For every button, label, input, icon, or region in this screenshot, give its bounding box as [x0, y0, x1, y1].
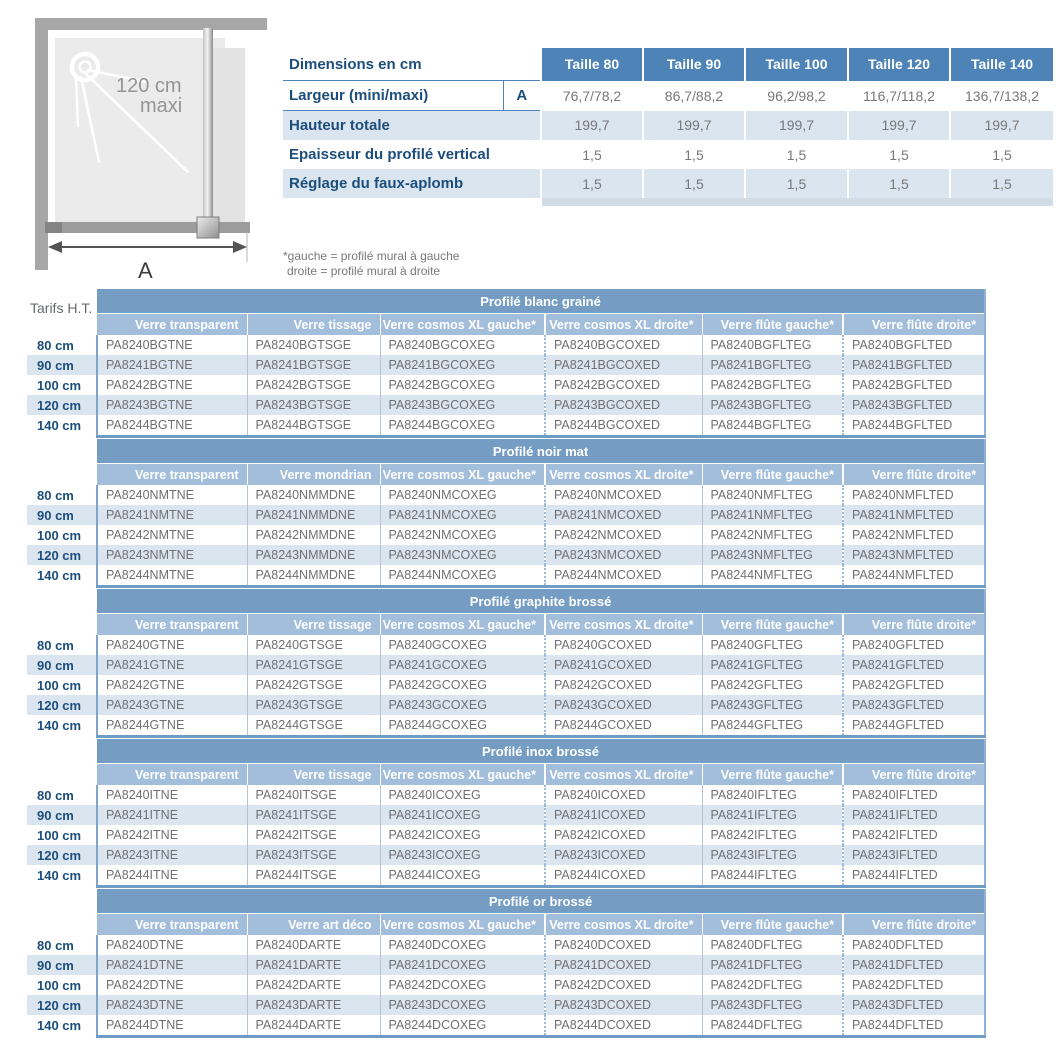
product-code-cell: PA8243GFLTED: [843, 695, 985, 715]
price-tables: [27, 289, 985, 1039]
product-code-cell: PA8243ITNE: [97, 845, 247, 865]
footnote: [283, 249, 459, 279]
price-table-4: [27, 739, 986, 888]
product-code-cell: PA8240BGCOXED: [545, 335, 702, 355]
table-row: [27, 415, 985, 437]
dims-value-cell: 199,7: [950, 111, 1053, 141]
product-code-cell: PA8244NMCOXEG: [380, 565, 545, 587]
size-row-label: 120 cm: [27, 845, 97, 865]
product-code-cell: PA8240GCOXEG: [380, 635, 545, 655]
product-code-cell: PA8241BGFLTED: [843, 355, 985, 375]
table-corner: [27, 439, 97, 464]
size-row-label: 90 cm: [27, 655, 97, 675]
product-code-cell: PA8241NMCOXEG: [380, 505, 545, 525]
size-row-label: 140 cm: [37, 718, 82, 734]
max-width-label-line1: 120 cm: [116, 75, 182, 97]
product-code-cell: PA8242GFLTEG: [702, 675, 843, 695]
product-code-cell: PA8241NMFLTEG: [702, 505, 843, 525]
table-row: [27, 675, 985, 695]
price-table-5: [27, 889, 986, 1038]
product-code-cell: PA8242GTSGE: [247, 675, 380, 695]
product-code-cell: PA8243NMFLTED: [843, 545, 985, 565]
product-code-cell: PA8241DFLTED: [843, 955, 985, 975]
product-code-cell: PA8241BGTNE: [97, 355, 247, 375]
product-code-cell: PA8241ICOXED: [545, 805, 702, 825]
shower-diagram: [20, 0, 280, 288]
product-code-cell: PA8241NMFLTED: [843, 505, 985, 525]
product-code-cell: PA8242ITNE: [97, 825, 247, 845]
table-corner: [27, 739, 97, 764]
glass-column-header: Verre flûte droite*: [843, 614, 985, 636]
product-code-cell: PA8244DFLTEG: [702, 1015, 843, 1037]
size-row-label: 90 cm: [27, 805, 97, 825]
product-code-cell: PA8243DFLTEG: [702, 995, 843, 1015]
price-table-3: [27, 589, 986, 738]
glass-column-header: Verre tissage: [247, 764, 380, 786]
product-code-cell: PA8243BGFLTEG: [702, 395, 843, 415]
dims-value-cell: 199,7: [541, 111, 643, 141]
product-code-cell: PA8240BGTSGE: [247, 335, 380, 355]
product-code-cell: PA8244GFLTED: [843, 715, 985, 737]
glass-column-header: Verre flûte gauche*: [702, 614, 843, 636]
glass-panel-right: [213, 48, 245, 223]
product-code-cell: PA8244DCOXEG: [380, 1015, 545, 1037]
product-code-cell: PA8242DCOXEG: [380, 975, 545, 995]
glass-column-header: Verre tissage: [247, 314, 380, 336]
product-code-cell: PA8240DARTE: [247, 935, 380, 955]
product-code-cell: PA8242NMCOXEG: [380, 525, 545, 545]
product-code-cell: PA8241BGTSGE: [247, 355, 380, 375]
dims-row-label: Largeur (mini/maxi): [283, 81, 503, 111]
product-code-cell: PA8242BGTSGE: [247, 375, 380, 395]
product-code-cell: PA8243BGCOXEG: [380, 395, 545, 415]
dims-value-cell: 1,5: [745, 169, 848, 198]
glass-column-header: Verre flûte droite*: [843, 764, 985, 786]
product-code-cell: PA8243DCOXED: [545, 995, 702, 1015]
glass-column-header: Verre cosmos XL droite*: [545, 614, 702, 636]
product-code-cell: PA8240GFLTED: [843, 635, 985, 655]
table-row: [27, 975, 985, 995]
product-code-cell: PA8242DCOXED: [545, 975, 702, 995]
product-code-cell: PA8242NMMDNE: [247, 525, 380, 545]
size-row-label: 100 cm: [37, 527, 82, 543]
product-code-cell: PA8241GTSGE: [247, 655, 380, 675]
product-code-cell: PA8242GFLTED: [843, 675, 985, 695]
glass-column-header: Verre flûte gauche*: [702, 914, 843, 936]
profile-title: Profilé graphite brossé: [97, 589, 985, 614]
product-code-cell: PA8240DCOXED: [545, 935, 702, 955]
glass-column-header: Verre art déco: [247, 914, 380, 936]
table-row: [27, 715, 985, 737]
product-code-cell: PA8240NMMDNE: [247, 485, 380, 505]
table-corner: [27, 614, 97, 636]
table-corner: [27, 764, 97, 786]
table-row: [27, 335, 985, 355]
size-row-label: 80 cm: [37, 637, 74, 653]
glass-column-header: Verre transparent: [97, 614, 247, 636]
product-code-cell: PA8240ITNE: [97, 785, 247, 805]
table-row: [27, 995, 985, 1015]
product-code-cell: PA8243DCOXEG: [380, 995, 545, 1015]
dims-value-cell: 96,2/98,2: [745, 81, 848, 111]
dims-value-cell: 1,5: [848, 140, 950, 169]
product-code-cell: PA8242NMTNE: [97, 525, 247, 545]
product-code-cell: PA8241ITSGE: [247, 805, 380, 825]
product-code-cell: PA8244DFLTED: [843, 1015, 985, 1037]
product-code-cell: PA8241GCOXEG: [380, 655, 545, 675]
dims-value-cell: 1,5: [541, 140, 643, 169]
table-row: [27, 525, 985, 545]
table-corner: [27, 314, 97, 336]
dims-value-cell: 136,7/138,2: [950, 81, 1053, 111]
glass-column-header: Verre flûte gauche*: [702, 764, 843, 786]
table-row: [27, 845, 985, 865]
product-code-cell: PA8243BGTNE: [97, 395, 247, 415]
vertical-profile: [203, 28, 213, 230]
dims-value-cell: 1,5: [643, 140, 745, 169]
product-code-cell: PA8241DFLTEG: [702, 955, 843, 975]
dims-footer-gap: [283, 198, 541, 206]
dims-value-cell: 199,7: [745, 111, 848, 141]
product-code-cell: PA8242BGCOXED: [545, 375, 702, 395]
product-code-cell: PA8241GCOXED: [545, 655, 702, 675]
product-code-cell: PA8244DCOXED: [545, 1015, 702, 1037]
glass-column-header: Verre cosmos XL droite*: [545, 314, 702, 336]
bottom-rail-end: [45, 222, 62, 233]
product-code-cell: PA8242GCOXED: [545, 675, 702, 695]
product-code-cell: PA8240BGFLTED: [843, 335, 985, 355]
size-row-label: 100 cm: [37, 377, 82, 393]
product-code-cell: PA8240DFLTEG: [702, 935, 843, 955]
dimension-letter: A: [138, 258, 153, 283]
glass-column-header: Verre flûte gauche*: [702, 314, 843, 336]
product-code-cell: PA8244BGFLTED: [843, 415, 985, 437]
table-row: [27, 825, 985, 845]
size-row-label: 100 cm: [37, 977, 82, 993]
glass-column-header: Verre cosmos XL gauche*: [380, 914, 545, 936]
product-code-cell: PA8244NMFLTEG: [702, 565, 843, 587]
product-code-cell: PA8242IFLTED: [843, 825, 985, 845]
dims-value-cell: 76,7/78,2: [541, 81, 643, 111]
product-code-cell: PA8244GCOXED: [545, 715, 702, 737]
product-code-cell: PA8243GCOXEG: [380, 695, 545, 715]
product-code-cell: PA8244GTSGE: [247, 715, 380, 737]
dims-value-cell: 1,5: [745, 140, 848, 169]
product-code-cell: PA8241DTNE: [97, 955, 247, 975]
product-code-cell: PA8244NMCOXED: [545, 565, 702, 587]
glass-column-header: Verre mondrian: [247, 464, 380, 486]
table-row: [27, 635, 985, 655]
product-code-cell: PA8242ICOXEG: [380, 825, 545, 845]
table-row: [27, 785, 985, 805]
product-code-cell: PA8243NMTNE: [97, 545, 247, 565]
product-code-cell: PA8244BGCOXED: [545, 415, 702, 437]
glass-column-header: Verre cosmos XL gauche*: [380, 614, 545, 636]
dims-value-cell: 1,5: [643, 169, 745, 198]
tarifs-label: Tarifs H.T.: [30, 300, 93, 316]
product-code-cell: PA8244DARTE: [247, 1015, 380, 1037]
size-column-header: Taille 80: [541, 48, 643, 81]
product-code-cell: PA8240NMCOXED: [545, 485, 702, 505]
product-code-cell: PA8242DARTE: [247, 975, 380, 995]
product-code-cell: PA8240GTSGE: [247, 635, 380, 655]
product-code-cell: PA8242BGTNE: [97, 375, 247, 395]
price-table-1: [27, 289, 986, 438]
product-code-cell: PA8244GFLTEG: [702, 715, 843, 737]
product-code-cell: PA8244ICOXEG: [380, 865, 545, 887]
product-code-cell: PA8242DFLTED: [843, 975, 985, 995]
glass-column-header: Verre flûte droite*: [843, 464, 985, 486]
product-code-cell: PA8241IFLTEG: [702, 805, 843, 825]
product-code-cell: PA8240IFLTED: [843, 785, 985, 805]
product-code-cell: PA8240NMCOXEG: [380, 485, 545, 505]
size-row-label: 90 cm: [27, 955, 97, 975]
size-row-label: 140 cm: [37, 418, 82, 434]
footnote-line-1: *gauche = profilé mural à gauche: [283, 249, 460, 263]
product-code-cell: PA8241DARTE: [247, 955, 380, 975]
product-code-cell: PA8244NMFLTED: [843, 565, 985, 587]
profile-title: Profilé or brossé: [97, 889, 985, 914]
table-row: [27, 865, 985, 887]
product-code-cell: PA8243IFLTEG: [702, 845, 843, 865]
glass-column-header: Verre cosmos XL gauche*: [380, 314, 545, 336]
product-code-cell: PA8242IFLTEG: [702, 825, 843, 845]
product-code-cell: PA8240ICOXED: [545, 785, 702, 805]
size-row-label: 120 cm: [27, 695, 97, 715]
product-code-cell: PA8243BGCOXED: [545, 395, 702, 415]
table-corner: [27, 914, 97, 936]
product-code-cell: PA8244IFLTEG: [702, 865, 843, 887]
product-code-cell: PA8241GTNE: [97, 655, 247, 675]
glass-column-header: Verre cosmos XL droite*: [545, 464, 702, 486]
table-corner: [27, 589, 97, 614]
product-code-cell: PA8243DTNE: [97, 995, 247, 1015]
product-code-cell: PA8241NMCOXED: [545, 505, 702, 525]
price-table-2: [27, 439, 986, 588]
dims-title: Dimensions en cm: [283, 48, 541, 81]
product-code-cell: PA8243GTSGE: [247, 695, 380, 715]
dims-footer-strip: [541, 198, 1053, 206]
product-code-cell: PA8240NMTNE: [97, 485, 247, 505]
product-code-cell: PA8240GFLTEG: [702, 635, 843, 655]
product-code-cell: PA8240IFLTEG: [702, 785, 843, 805]
product-code-cell: PA8242ITSGE: [247, 825, 380, 845]
dims-value-cell: 86,7/88,2: [643, 81, 745, 111]
profile-title: Profilé inox brossé: [97, 739, 985, 764]
table-row: [27, 395, 985, 415]
product-code-cell: PA8244BGCOXEG: [380, 415, 545, 437]
product-code-cell: PA8240DCOXEG: [380, 935, 545, 955]
product-code-cell: PA8241GFLTED: [843, 655, 985, 675]
product-code-cell: PA8243ICOXED: [545, 845, 702, 865]
product-code-cell: PA8243ITSGE: [247, 845, 380, 865]
max-width-label-line2: maxi: [140, 95, 183, 117]
product-code-cell: PA8241NMMDNE: [247, 505, 380, 525]
table-row: [27, 805, 985, 825]
size-column-header: Taille 90: [643, 48, 745, 81]
product-code-cell: PA8240ICOXEG: [380, 785, 545, 805]
table-row: [27, 565, 985, 587]
product-code-cell: PA8243NMCOXEG: [380, 545, 545, 565]
product-code-cell: PA8241DCOXED: [545, 955, 702, 975]
size-row-label: 120 cm: [27, 995, 97, 1015]
glass-column-header: Verre transparent: [97, 464, 247, 486]
table-corner: [27, 289, 97, 314]
product-code-cell: PA8241BGCOXED: [545, 355, 702, 375]
product-code-cell: PA8240ITSGE: [247, 785, 380, 805]
size-row-label: 140 cm: [37, 568, 82, 584]
size-row-label: 90 cm: [27, 505, 97, 525]
product-code-cell: PA8244NMMDNE: [247, 565, 380, 587]
product-code-cell: PA8243ICOXEG: [380, 845, 545, 865]
wall-top-bar: [35, 18, 267, 30]
product-code-cell: PA8244BGTSGE: [247, 415, 380, 437]
size-column-header: Taille 140: [950, 48, 1053, 81]
table-corner: [27, 889, 97, 914]
product-code-cell: PA8243GFLTEG: [702, 695, 843, 715]
glass-column-header: Verre flûte droite*: [843, 914, 985, 936]
product-code-cell: PA8243NMCOXED: [545, 545, 702, 565]
dims-marker-a: A: [503, 81, 541, 111]
glass-column-header: Verre tissage: [247, 614, 380, 636]
product-code-cell: PA8240BGTNE: [97, 335, 247, 355]
product-code-cell: PA8242GCOXEG: [380, 675, 545, 695]
dimensions-table-grid: [283, 48, 1053, 206]
product-code-cell: PA8243BGFLTED: [843, 395, 985, 415]
product-code-cell: PA8240BGFLTEG: [702, 335, 843, 355]
product-code-cell: PA8240DFLTED: [843, 935, 985, 955]
table-row: [27, 1015, 985, 1037]
product-code-cell: PA8244ITSGE: [247, 865, 380, 887]
dims-value-cell: 1,5: [950, 140, 1053, 169]
product-code-cell: PA8244IFLTED: [843, 865, 985, 887]
table-row: [27, 955, 985, 975]
dims-value-cell: 1,5: [541, 169, 643, 198]
dims-value-cell: 116,7/118,2: [848, 81, 950, 111]
dims-row-label: Epaisseur du profilé vertical: [283, 140, 541, 169]
product-code-cell: PA8242NMCOXED: [545, 525, 702, 545]
profile-foot: [197, 217, 219, 238]
product-code-cell: PA8241ICOXEG: [380, 805, 545, 825]
footnote-line-2: droite = profilé mural à droite: [287, 264, 441, 278]
glass-column-header: Verre transparent: [97, 764, 247, 786]
product-code-cell: PA8241GFLTEG: [702, 655, 843, 675]
table-row: [27, 935, 985, 955]
product-code-cell: PA8241BGCOXEG: [380, 355, 545, 375]
product-code-cell: PA8243BGTSGE: [247, 395, 380, 415]
size-row-label: 120 cm: [27, 545, 97, 565]
product-code-cell: PA8240GTNE: [97, 635, 247, 655]
product-code-cell: PA8242DTNE: [97, 975, 247, 995]
profile-title: Profilé noir mat: [97, 439, 985, 464]
glass-column-header: Verre flûte gauche*: [702, 464, 843, 486]
size-row-label: 80 cm: [37, 487, 74, 503]
dims-value-cell: 1,5: [950, 169, 1053, 198]
table-row: [27, 545, 985, 565]
dims-row-label: Réglage du faux-aplomb: [283, 169, 541, 198]
product-code-cell: PA8243DFLTED: [843, 995, 985, 1015]
size-column-header: Taille 100: [745, 48, 848, 81]
product-code-cell: PA8244GTNE: [97, 715, 247, 737]
size-row-label: 140 cm: [37, 1018, 82, 1034]
dims-value-cell: 1,5: [848, 169, 950, 198]
product-code-cell: PA8243NMFLTEG: [702, 545, 843, 565]
product-code-cell: PA8240GCOXED: [545, 635, 702, 655]
product-code-cell: PA8243GTNE: [97, 695, 247, 715]
profile-title: Profilé blanc grainé: [97, 289, 985, 314]
product-code-cell: PA8241IFLTED: [843, 805, 985, 825]
product-code-cell: PA8244BGTNE: [97, 415, 247, 437]
glass-column-header: Verre transparent: [97, 314, 247, 336]
table-corner: [27, 464, 97, 486]
product-code-cell: PA8242NMFLTEG: [702, 525, 843, 545]
product-code-cell: PA8241NMTNE: [97, 505, 247, 525]
size-row-label: 140 cm: [37, 868, 82, 884]
product-code-cell: PA8242GTNE: [97, 675, 247, 695]
size-row-label: 80 cm: [37, 787, 74, 803]
size-row-label: 80 cm: [37, 337, 74, 353]
product-code-cell: PA8243NMMDNE: [247, 545, 380, 565]
product-code-cell: PA8243GCOXED: [545, 695, 702, 715]
product-code-cell: PA8240BGCOXEG: [380, 335, 545, 355]
product-code-cell: PA8242BGFLTEG: [702, 375, 843, 395]
size-row-label: 100 cm: [37, 827, 82, 843]
table-row: [27, 485, 985, 505]
product-code-cell: PA8242BGCOXEG: [380, 375, 545, 395]
product-code-cell: PA8242NMFLTED: [843, 525, 985, 545]
glass-column-header: Verre cosmos XL gauche*: [380, 764, 545, 786]
glass-column-header: Verre cosmos XL droite*: [545, 914, 702, 936]
size-column-header: Taille 120: [848, 48, 950, 81]
product-code-cell: PA8242BGFLTED: [843, 375, 985, 395]
product-code-cell: PA8243DARTE: [247, 995, 380, 1015]
product-code-cell: PA8244DTNE: [97, 1015, 247, 1037]
product-code-cell: PA8243IFLTED: [843, 845, 985, 865]
table-row: [27, 695, 985, 715]
product-code-cell: PA8241DCOXEG: [380, 955, 545, 975]
product-code-cell: PA8240NMFLTED: [843, 485, 985, 505]
product-code-cell: PA8244ITNE: [97, 865, 247, 887]
table-row: [27, 355, 985, 375]
product-code-cell: PA8244GCOXEG: [380, 715, 545, 737]
dims-value-cell: 199,7: [643, 111, 745, 141]
size-row-label: 120 cm: [27, 395, 97, 415]
product-code-cell: PA8241BGFLTEG: [702, 355, 843, 375]
product-code-cell: PA8244ICOXED: [545, 865, 702, 887]
size-row-label: 90 cm: [27, 355, 97, 375]
glass-column-header: Verre transparent: [97, 914, 247, 936]
table-row: [27, 375, 985, 395]
product-code-cell: PA8242DFLTEG: [702, 975, 843, 995]
size-row-label: 100 cm: [37, 677, 82, 693]
product-code-cell: PA8240NMFLTEG: [702, 485, 843, 505]
product-code-cell: PA8240DTNE: [97, 935, 247, 955]
product-code-cell: PA8244NMTNE: [97, 565, 247, 587]
product-code-cell: PA8242ICOXED: [545, 825, 702, 845]
dims-value-cell: 199,7: [848, 111, 950, 141]
glass-column-header: Verre cosmos XL gauche*: [380, 464, 545, 486]
table-row: [27, 505, 985, 525]
glass-column-header: Verre cosmos XL droite*: [545, 764, 702, 786]
table-row: [27, 655, 985, 675]
dims-row-label: Hauteur totale: [283, 111, 541, 141]
product-code-cell: PA8244BGFLTEG: [702, 415, 843, 437]
glass-column-header: Verre flûte droite*: [843, 314, 985, 336]
product-code-cell: PA8241ITNE: [97, 805, 247, 825]
size-row-label: 80 cm: [37, 937, 74, 953]
